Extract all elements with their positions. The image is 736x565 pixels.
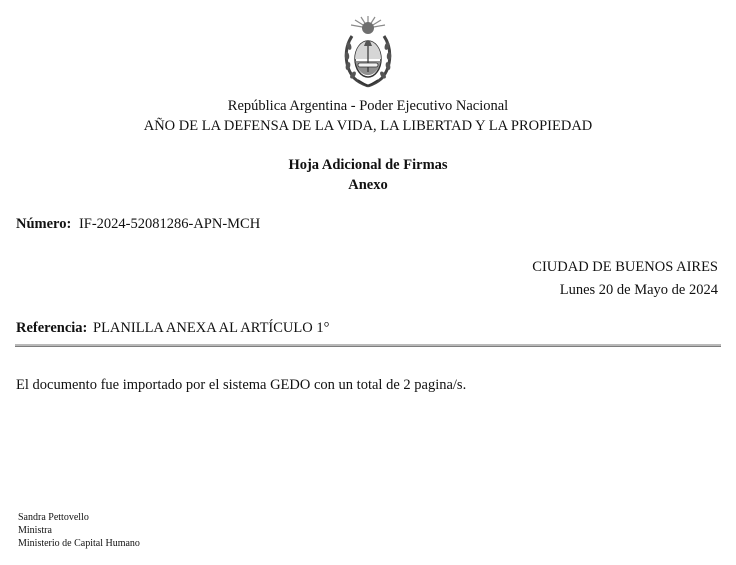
document-subtitle: Anexo bbox=[348, 177, 388, 193]
divider bbox=[15, 344, 721, 347]
header-line-2: AÑO DE LA DEFENSA DE LA VIDA, LA LIBERTAD Y LA PROPIEDAD bbox=[143, 118, 593, 134]
referencia-value: PLANILLA ANEXA AL ARTÍCULO 1° bbox=[93, 320, 330, 336]
numero-row bbox=[16, 215, 260, 233]
referencia-label: Referencia: bbox=[16, 320, 88, 336]
numero-value: IF-2024-52081286-APN-MCH bbox=[78, 216, 261, 232]
signer-organization: Ministerio de Capital Humano bbox=[18, 538, 140, 549]
numero-label: Número: bbox=[16, 216, 72, 232]
referencia-row bbox=[16, 319, 329, 337]
document-title: Hoja Adicional de Firmas bbox=[288, 157, 448, 173]
signer-role: Ministra bbox=[18, 525, 52, 536]
city: CIUDAD DE BUENOS AIRES bbox=[532, 259, 718, 275]
signer-name: Sandra Pettovello bbox=[18, 512, 89, 523]
date: Lunes 20 de Mayo de 2024 bbox=[559, 282, 718, 298]
coat-of-arms-icon bbox=[340, 14, 396, 90]
body-text: El documento fue importado por el sistema GEDO con un total de 2 pagina/s. bbox=[16, 377, 467, 393]
header-line-1: República Argentina - Poder Ejecutivo Nacional bbox=[227, 98, 509, 114]
